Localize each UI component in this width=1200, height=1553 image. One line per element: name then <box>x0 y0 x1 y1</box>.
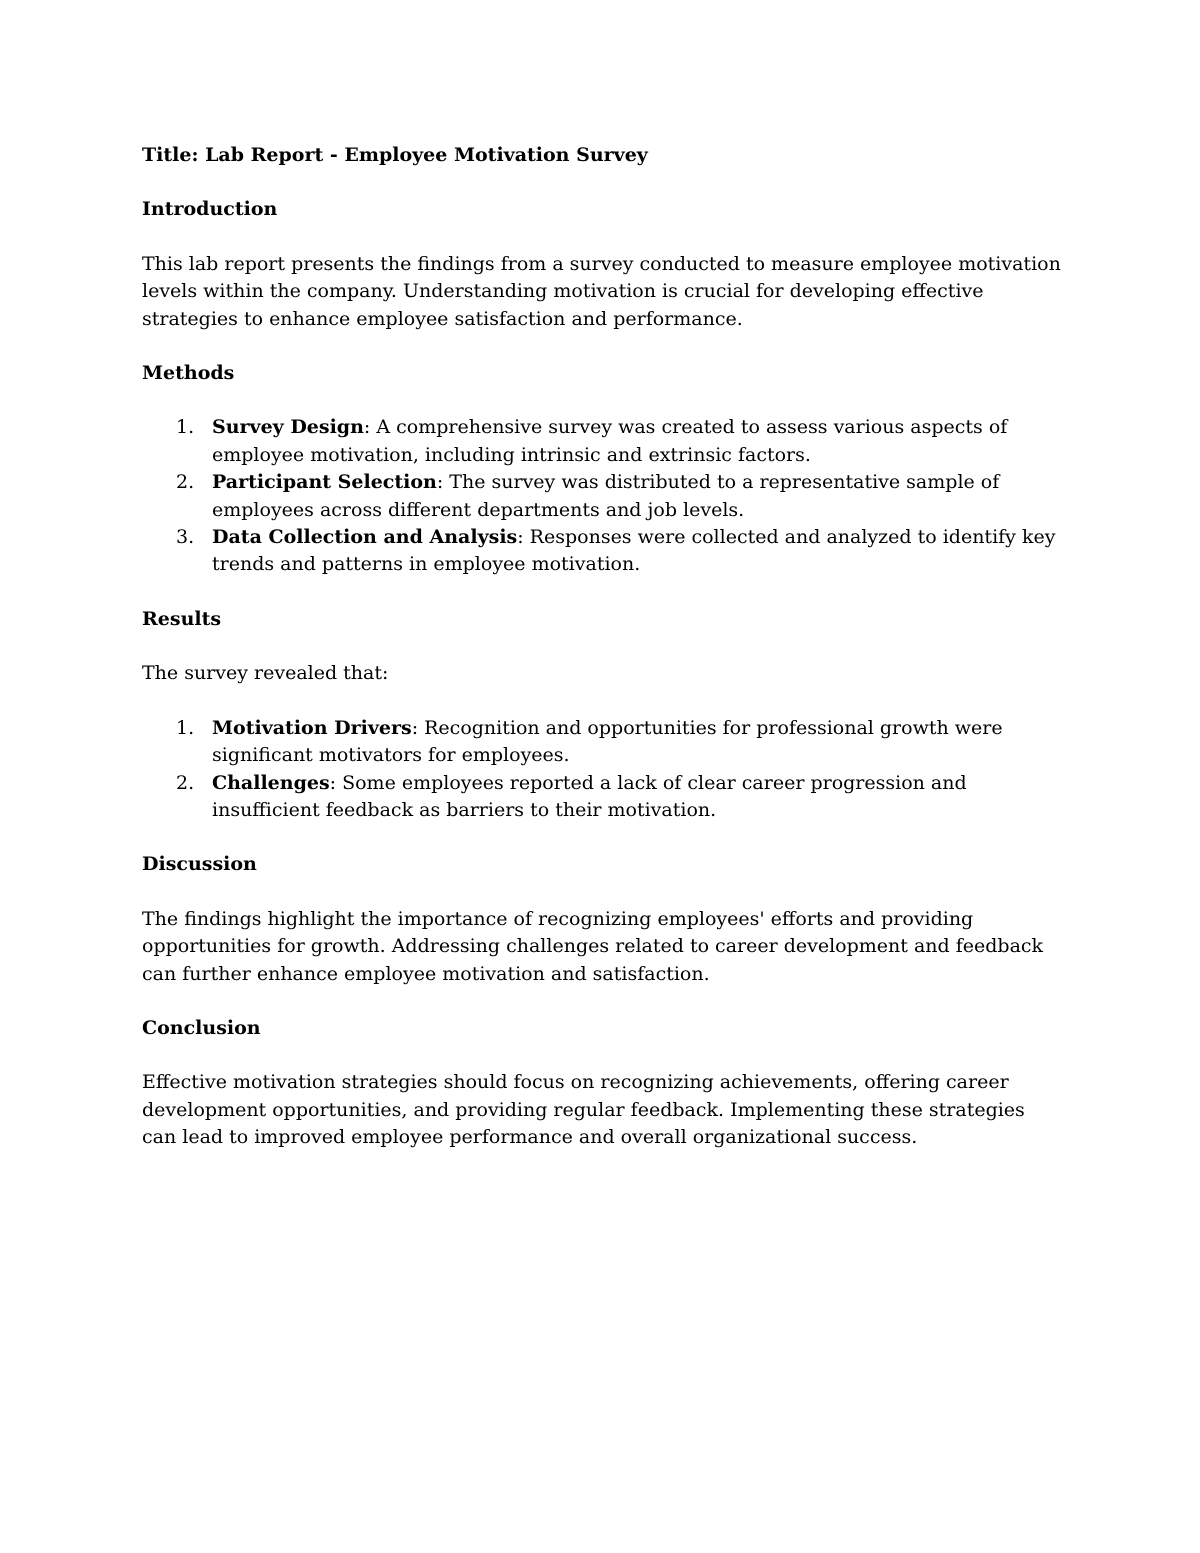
list-item-text: : The survey was distributed to a representative sample of employees across different departments and job levels. <box>212 471 1000 521</box>
list-item-number: 2. <box>176 771 195 794</box>
results-intro: The survey revealed that: <box>142 662 389 685</box>
discussion-paragraph: The findings highlight the importance of recognizing employees' efforts and providing opportunities for growth. Addressing challenges related to career development and feedback can further enhance employee motivation and satisfaction. <box>142 907 1044 985</box>
conclusion-paragraph: Effective motivation strategies should focus on recognizing achievements, offering career development opportunities, and providing regular feedback. Implementing these strategies can lead to improved employee performance and overall organizational success. <box>142 1071 1025 1149</box>
document-body <box>142 142 1062 1179</box>
results-list <box>142 715 1062 825</box>
list-item-number: 1. <box>176 716 195 739</box>
list-item-text: : Some employees reported a lack of clear career progression and insufficient feedback as barriers to their motivation. <box>212 771 967 821</box>
methods-list-item <box>142 524 1062 579</box>
results-heading: Results <box>142 607 222 630</box>
methods-list-item <box>142 414 1062 469</box>
list-item-number: 2. <box>176 471 195 494</box>
list-item-term: Motivation Drivers <box>212 716 412 739</box>
results-list-item <box>142 770 1062 825</box>
list-item-term: Challenges <box>212 771 330 794</box>
conclusion-heading: Conclusion <box>142 1016 261 1039</box>
results-list-item <box>142 715 1062 770</box>
list-item-text: : Responses were collected and analyzed to identify key trends and patterns in employee motivation. <box>212 526 1056 576</box>
list-item-number: 3. <box>176 526 195 549</box>
list-item-number: 1. <box>176 416 195 439</box>
document-title: Title: Lab Report - Employee Motivation Survey <box>142 144 648 166</box>
methods-list-item <box>142 469 1062 524</box>
introduction-paragraph: This lab report presents the findings from a survey conducted to measure employee motivation levels within the company. Understanding motivation is crucial for developing effective strategies to enhance employee satisfaction and performance. <box>142 252 1061 330</box>
list-item-term: Participant Selection <box>212 471 437 494</box>
discussion-heading: Discussion <box>142 853 257 876</box>
methods-list <box>142 414 1062 578</box>
list-item-term: Survey Design <box>212 416 364 439</box>
list-item-text: : Recognition and opportunities for professional growth were significant motivators for employees. <box>212 716 1003 767</box>
list-item-term: Data Collection and Analysis <box>212 526 518 549</box>
introduction-heading: Introduction <box>142 198 278 221</box>
list-item-text: : A comprehensive survey was created to assess various aspects of employee motivation, including intrinsic and extrinsic factors. <box>212 416 1008 466</box>
methods-heading: Methods <box>142 362 235 385</box>
